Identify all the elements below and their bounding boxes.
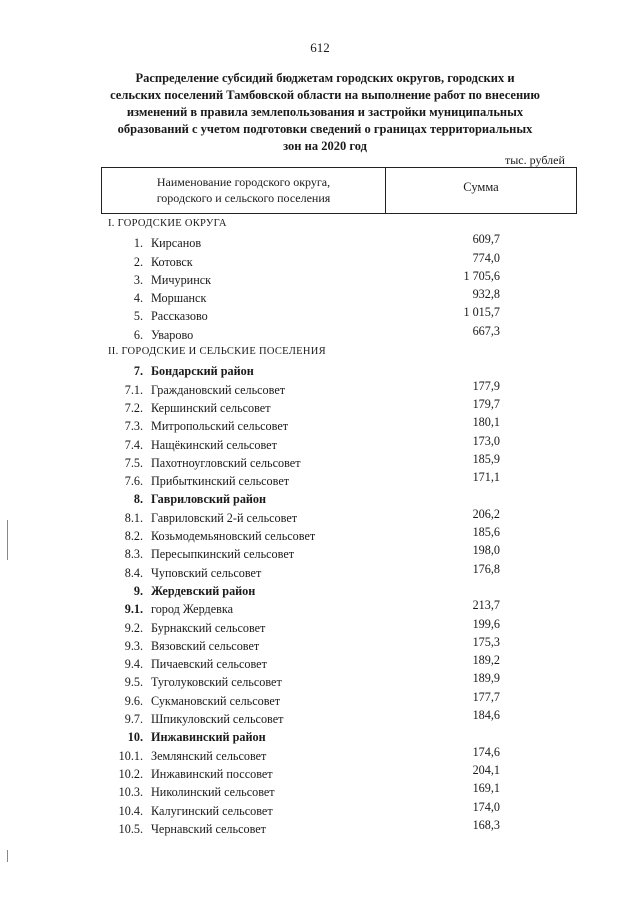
settlement-name: Рассказово: [151, 309, 208, 324]
table-row: [0, 762, 640, 783]
title-line: сельских поселений Тамбовской области на выполнение работ по внесению: [110, 88, 540, 102]
table-row: [0, 307, 640, 325]
settlement-name: Нащёкинский сельсовет: [151, 437, 277, 452]
scan-margin-mark-bottom: [7, 850, 8, 862]
settlement-name: Калугинский сельсовет: [151, 803, 273, 818]
district-name: Бондарский район: [151, 364, 254, 379]
row-number: 8.2.: [124, 529, 143, 544]
settlement-name: Пичаевский сельсовет: [151, 657, 267, 672]
settlement-name: Кершинский сельсовет: [151, 400, 271, 415]
row-number: 8.1.: [124, 510, 143, 525]
title-line: изменений в правила землепользования и застройки муниципальных: [126, 105, 524, 119]
row-sum: 932,8: [472, 287, 500, 302]
row-sum: 198,0: [472, 543, 500, 558]
row-number: 2.: [133, 254, 143, 269]
row-sum: 174,0: [472, 799, 500, 814]
document-title: [110, 70, 540, 155]
table-header: [101, 167, 577, 214]
settlement-name: Уварово: [151, 327, 194, 342]
row-sum: 180,1: [472, 415, 500, 430]
row-number: 9.4.: [124, 657, 143, 672]
section-heading-row: [0, 216, 640, 234]
row-sum: 1 015,7: [463, 305, 500, 320]
row-sum: 609,7: [472, 232, 500, 247]
settlement-name: Гавриловский 2-й сельсовет: [151, 510, 298, 525]
row-sum: 204,1: [472, 762, 500, 777]
row-sum: 667,3: [472, 323, 500, 338]
settlement-name: Туголуковский сельсовет: [151, 675, 282, 690]
title-line: образований с учетом подготовки сведений о границах территориальных: [117, 122, 533, 136]
row-number: 7.4.: [124, 437, 143, 452]
table-row: [0, 817, 640, 838]
table-row: [0, 799, 640, 820]
table-row: [0, 561, 640, 582]
district-row: [0, 490, 640, 508]
settlement-name: Кирсанов: [151, 236, 202, 251]
settlement-name: Пересыпкинский сельсовет: [151, 547, 295, 562]
table-row: [0, 289, 640, 307]
header-name-line: Наименование городского округа,: [156, 175, 331, 189]
table-row: [0, 396, 640, 417]
row-number: 7.2.: [124, 400, 143, 415]
settlement-name: Вязовский сельсовет: [151, 638, 260, 653]
row-number: 8.3.: [124, 547, 143, 562]
table-row: [0, 527, 640, 545]
row-sum: 175,3: [472, 634, 500, 649]
row-sum: 185,6: [472, 525, 500, 540]
row-number: 6.: [133, 327, 143, 342]
row-sum: 177,9: [472, 378, 500, 393]
district-name: Гавриловский район: [151, 492, 267, 507]
settlement-name: Пахотноугловский сельсовет: [151, 455, 301, 470]
row-number: 10.: [127, 730, 143, 745]
table-row: [0, 655, 640, 673]
row-number: 9.2.: [124, 620, 143, 635]
units-label: тыс. рублей: [505, 153, 565, 167]
table-row: [0, 783, 640, 801]
row-number: 7.6.: [124, 474, 143, 489]
row-sum: 179,7: [472, 396, 500, 411]
row-number: 1.: [133, 236, 143, 251]
settlement-name: Граждановский сельсовет: [151, 382, 286, 397]
settlement-name: город Жердевка: [151, 602, 234, 617]
table-row: [0, 710, 640, 728]
title-line: Распределение субсидий бюджетам городских округов, городских и: [135, 71, 515, 85]
row-sum: 206,2: [472, 506, 500, 521]
row-number: 3.: [133, 272, 143, 287]
settlement-name: Сукмановский сельсовет: [151, 693, 281, 708]
row-number: 7.3.: [124, 419, 143, 434]
row-number: 9.3.: [124, 638, 143, 653]
table-row: [0, 378, 640, 399]
district-row: [0, 582, 640, 600]
row-sum: 169,1: [472, 781, 500, 796]
row-number: 9.5.: [124, 675, 143, 690]
table-row: [0, 323, 640, 344]
row-sum: 774,0: [472, 250, 500, 265]
row-sum: 1 705,6: [463, 268, 500, 283]
row-sum: 184,6: [472, 708, 500, 723]
table-row: [0, 451, 640, 472]
row-number: 7.: [133, 364, 143, 379]
district-row: [0, 728, 640, 746]
table-row: [0, 234, 640, 252]
table-body: [0, 216, 640, 838]
settlement-name: Мичуринск: [151, 272, 212, 287]
table-row: [0, 744, 640, 765]
row-sum: 189,9: [472, 671, 500, 686]
table-row: [0, 250, 640, 271]
settlement-name: Козьмодемьяновский сельсовет: [151, 529, 316, 544]
settlement-name: Инжавинский поссовет: [151, 766, 273, 781]
settlement-name: Котовск: [151, 254, 193, 269]
row-number: 4.: [133, 291, 143, 306]
table-row: [0, 417, 640, 435]
row-sum: 171,1: [472, 470, 500, 485]
row-number: 10.3.: [118, 785, 143, 800]
row-number: 10.5.: [118, 821, 143, 836]
table-row: [0, 433, 640, 454]
district-name: Жердевский район: [151, 583, 256, 598]
row-number: 10.2.: [118, 766, 143, 781]
settlement-name: Прибыткинский сельсовет: [151, 474, 290, 489]
row-number: 10.1.: [118, 748, 143, 763]
table-row: [0, 506, 640, 527]
row-sum: 177,7: [472, 689, 500, 704]
row-number: 8.: [133, 492, 143, 507]
header-sum-column: Сумма: [463, 180, 499, 194]
row-number: 9.: [133, 583, 143, 598]
settlement-name: Бурнакский сельсовет: [151, 620, 266, 635]
table-row: [0, 268, 640, 289]
settlement-name: Митропольский сельсовет: [151, 419, 289, 434]
settlement-name: Шпикуловский сельсовет: [151, 712, 284, 727]
table-row: [0, 673, 640, 691]
settlement-name: Чуповский сельсовет: [151, 565, 262, 580]
row-sum: 176,8: [472, 561, 500, 576]
row-number: 7.1.: [124, 382, 143, 397]
table-row: [0, 472, 640, 490]
settlement-name: Моршанск: [151, 291, 207, 306]
row-sum: 174,6: [472, 744, 500, 759]
settlement-name: Землянский сельсовет: [151, 748, 267, 763]
page-number: 612: [310, 40, 330, 55]
header-name-column: [102, 174, 385, 206]
row-number: 9.6.: [124, 693, 143, 708]
row-number: 9.1.: [124, 602, 143, 617]
section-heading: II. ГОРОДСКИЕ И СЕЛЬСКИЕ ПОСЕЛЕНИЯ: [108, 346, 326, 358]
row-number: 10.4.: [118, 803, 143, 818]
section-heading: I. ГОРОДСКИЕ ОКРУГА: [108, 218, 227, 229]
row-number: 9.7.: [124, 712, 143, 727]
row-number: 7.5.: [124, 455, 143, 470]
district-name: Инжавинский район: [151, 730, 266, 745]
header-name-line: городского и сельского поселения: [156, 191, 331, 205]
row-sum: 213,7: [472, 598, 500, 613]
row-sum: 189,2: [472, 653, 500, 668]
section-heading-row: [0, 344, 640, 362]
row-number: 5.: [133, 309, 143, 324]
table-row: [0, 545, 640, 563]
row-sum: 199,6: [472, 616, 500, 631]
row-sum: 173,0: [472, 433, 500, 448]
table-row: [0, 634, 640, 655]
table-row: [0, 616, 640, 637]
district-row: [0, 362, 640, 380]
settlement-name: Чернавский сельсовет: [151, 821, 266, 836]
row-sum: 168,3: [472, 817, 500, 832]
table-row: [0, 689, 640, 710]
row-sum: 185,9: [472, 451, 500, 466]
row-number: 8.4.: [124, 565, 143, 580]
table-row: [0, 600, 640, 618]
settlement-name: Николинский сельсовет: [151, 785, 275, 800]
title-line: зон на 2020 год: [283, 139, 367, 153]
